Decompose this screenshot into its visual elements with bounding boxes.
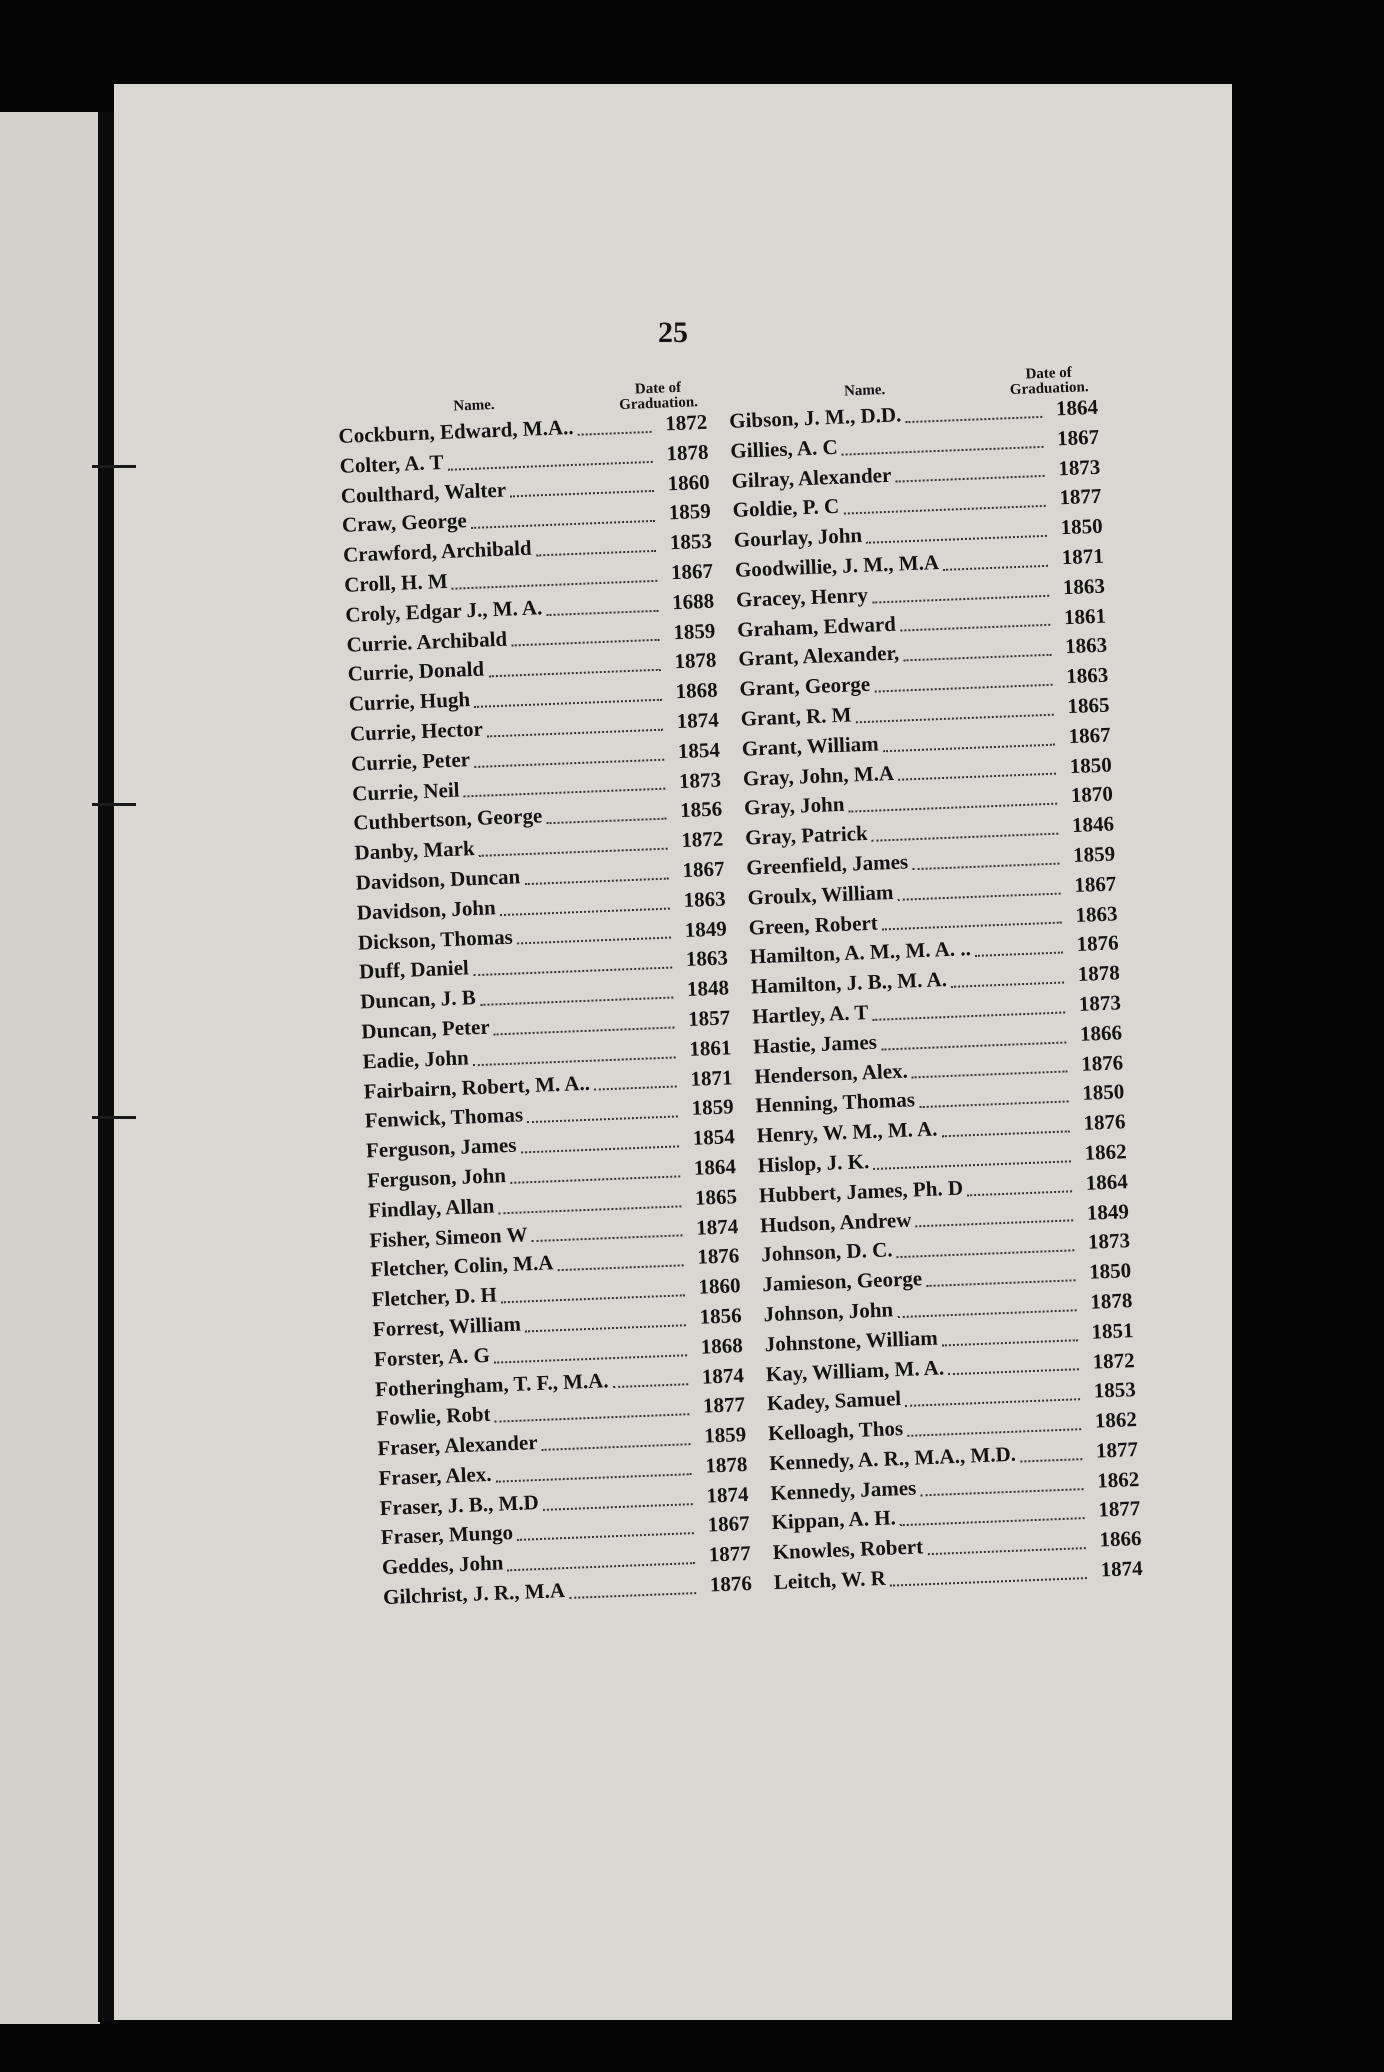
leader-dots xyxy=(897,1250,1075,1259)
leader-dots xyxy=(578,431,652,436)
graduate-name: Currie, Peter xyxy=(350,746,471,776)
leader-dots xyxy=(900,1517,1085,1526)
name-header: Name. xyxy=(453,396,495,415)
graduate-name: Colter, A. T xyxy=(339,449,444,478)
leader-dots xyxy=(510,1175,680,1184)
graduate-name: Davidson, John xyxy=(356,895,497,925)
graduate-name: Fotheringham, T. F., M.A. xyxy=(374,1367,609,1401)
graduate-name: Kennedy, James xyxy=(769,1475,917,1505)
graduate-name: Currie, Neil xyxy=(351,777,460,806)
graduate-name: Dickson, Thomas xyxy=(357,924,514,955)
leader-dots xyxy=(517,937,671,945)
graduate-name: Fletcher, Colin, M.A xyxy=(370,1250,554,1282)
graduation-year: 1851 xyxy=(1091,1317,1134,1344)
graduation-year: 1867 xyxy=(1056,424,1100,451)
leader-dots xyxy=(488,669,660,678)
leader-dots xyxy=(479,848,668,857)
leader-dots xyxy=(898,773,1056,781)
graduate-name: Jamieson, George xyxy=(761,1266,923,1297)
leader-dots xyxy=(873,1011,1066,1020)
graduate-name: Johnstone, William xyxy=(764,1325,939,1356)
leader-dots xyxy=(594,1086,677,1091)
graduation-year: 1846 xyxy=(1071,811,1115,838)
graduate-name: Gray, John xyxy=(743,792,845,821)
graduation-year: 1874 xyxy=(706,1481,749,1508)
left-column xyxy=(336,356,753,1615)
graduate-name: Graham, Edward xyxy=(736,611,897,642)
leader-dots xyxy=(943,565,1048,571)
graduation-year: 1848 xyxy=(686,975,730,1002)
graduation-year: 1876 xyxy=(1076,930,1120,957)
leader-dots xyxy=(471,520,655,529)
leader-dots xyxy=(474,758,664,767)
leader-dots xyxy=(882,922,1062,931)
graduate-name: Forster, A. G xyxy=(373,1342,491,1371)
facing-page-edge xyxy=(0,112,100,2024)
graduate-name: Currie, Hector xyxy=(349,716,484,746)
graduation-year: 1872 xyxy=(664,409,708,436)
binding-stitch xyxy=(88,791,140,817)
graduate-name: Fairbairn, Robert, M. A.. xyxy=(363,1070,591,1103)
graduate-name: Fisher, Simeon W xyxy=(368,1221,528,1252)
graduate-name: Ferguson, James xyxy=(365,1132,517,1163)
leader-dots xyxy=(896,475,1045,483)
leader-dots xyxy=(874,684,1052,693)
graduation-year: 1861 xyxy=(688,1035,732,1061)
graduation-year: 1861 xyxy=(1063,603,1107,629)
graduate-name: Greenfield, James xyxy=(745,849,909,880)
graduate-name: Gracey, Henry xyxy=(735,582,869,612)
leader-dots xyxy=(872,833,1058,842)
graduation-year: 1859 xyxy=(691,1094,735,1121)
leader-dots xyxy=(500,907,670,916)
graduation-year: 1849 xyxy=(684,915,728,942)
graduate-name: Henning, Thomas xyxy=(755,1087,916,1118)
leader-dots xyxy=(543,1503,693,1511)
graduation-year: 1874 xyxy=(676,707,720,734)
graduate-name: Kay, William, M. A. xyxy=(765,1354,945,1386)
graduation-year: 1878 xyxy=(1077,960,1121,987)
graduate-name: Hubbert, James, Ph. D xyxy=(758,1175,964,1208)
graduate-name: Findlay, Allan xyxy=(367,1193,495,1223)
leader-dots xyxy=(1020,1458,1082,1462)
graduate-name: Hartley, A. T xyxy=(751,999,869,1029)
graduation-year: 1863 xyxy=(1065,662,1109,689)
graduation-year: 1859 xyxy=(1072,841,1116,868)
graduate-name: Fraser, Mungo xyxy=(380,1520,514,1550)
right-entries xyxy=(729,395,1143,1600)
leader-dots xyxy=(517,1532,694,1541)
graduate-name: Croly, Edgar J., M. A. xyxy=(344,595,543,627)
graduation-year: 1877 xyxy=(1095,1436,1139,1463)
leader-dots xyxy=(524,877,668,885)
graduate-name: Coulthard, Walter xyxy=(340,477,507,508)
graduation-year: 1863 xyxy=(683,886,727,912)
leader-dots xyxy=(521,1145,679,1153)
graduate-name: Danby, Mark xyxy=(354,836,476,865)
graduates-register xyxy=(336,341,1143,1615)
graduation-year: 1868 xyxy=(700,1332,744,1359)
leader-dots xyxy=(926,1279,1075,1287)
graduation-year: 1864 xyxy=(1085,1168,1129,1195)
leader-dots xyxy=(511,639,659,647)
leader-dots xyxy=(898,892,1061,900)
right-column xyxy=(727,341,1144,1600)
graduation-year: 1856 xyxy=(679,796,723,823)
graduate-name: Ferguson, John xyxy=(366,1163,507,1193)
name-header: Name. xyxy=(843,381,886,400)
leader-dots xyxy=(508,1562,696,1571)
graduation-year: 1863 xyxy=(1062,573,1106,600)
leader-dots xyxy=(527,1116,678,1124)
graduate-name: Forrest, William xyxy=(372,1311,522,1342)
graduation-year: 1877 xyxy=(1097,1496,1141,1523)
graduation-year: 1873 xyxy=(1057,454,1101,480)
graduate-name: Hislop, J. K. xyxy=(757,1149,870,1178)
graduate-name: Grant, Alexander, xyxy=(737,640,900,672)
graduate-name: Geddes, John xyxy=(381,1550,504,1580)
graduation-year: 1876 xyxy=(1082,1109,1126,1135)
graduate-name: Grant, George xyxy=(739,671,871,701)
graduate-name: Johnson, John xyxy=(763,1297,894,1327)
leader-dots xyxy=(452,580,657,590)
graduation-year: 1860 xyxy=(667,469,711,495)
leader-dots xyxy=(569,1592,696,1599)
graduate-name: Craw, George xyxy=(341,508,468,538)
graduation-year: 1871 xyxy=(689,1064,733,1091)
graduation-year: 1688 xyxy=(671,588,715,615)
leader-dots xyxy=(856,714,1054,724)
leader-dots xyxy=(872,594,1049,603)
leader-dots xyxy=(494,1026,675,1035)
leader-dots xyxy=(897,1309,1076,1318)
graduate-name: Crawford, Archibald xyxy=(342,535,533,568)
graduation-year: 1872 xyxy=(1092,1347,1136,1374)
leader-dots xyxy=(942,1130,1070,1137)
leader-dots xyxy=(532,1235,683,1243)
graduation-year: 1850 xyxy=(1060,513,1104,540)
date-header: Date of Graduation. xyxy=(1009,364,1089,399)
graduate-name: Kelloagh, Thos xyxy=(767,1416,904,1446)
leader-dots xyxy=(547,609,659,615)
leader-dots xyxy=(510,490,654,498)
graduate-name: Green, Robert xyxy=(748,910,879,940)
graduate-name: Gray, John, M.A xyxy=(742,760,895,791)
graduate-name: Davidson, Duncan xyxy=(355,864,521,895)
graduation-year: 1850 xyxy=(1069,752,1113,778)
leader-dots xyxy=(474,699,662,708)
graduate-name: Gilchrist, J. R., M.A xyxy=(382,1578,566,1610)
graduation-year: 1867 xyxy=(1068,722,1112,748)
graduation-year: 1865 xyxy=(694,1183,738,1210)
leader-dots xyxy=(948,1369,1079,1376)
graduate-name: Kippan, A. H. xyxy=(771,1505,897,1535)
graduation-year: 1878 xyxy=(1089,1288,1133,1314)
graduation-year: 1874 xyxy=(1100,1556,1144,1582)
graduate-name: Fraser, Alex. xyxy=(378,1461,492,1491)
graduation-year: 1853 xyxy=(669,528,713,555)
graduation-year: 1863 xyxy=(685,945,729,972)
graduate-name: Gray, Patrick xyxy=(744,821,869,850)
graduation-year: 1867 xyxy=(670,558,714,585)
graduation-year: 1876 xyxy=(1080,1049,1124,1076)
graduate-name: Leitch, W. R xyxy=(773,1565,887,1595)
page-number: 25 xyxy=(658,316,688,349)
leader-dots xyxy=(496,1473,692,1483)
graduate-name: Gibson, J. M., D.D. xyxy=(728,402,902,433)
graduation-year: 1874 xyxy=(695,1213,739,1240)
graduation-year: 1854 xyxy=(677,737,721,763)
binding-gutter xyxy=(98,112,114,2022)
document-page xyxy=(114,84,1232,2020)
leader-dots xyxy=(912,862,1059,870)
graduate-name: Kadey, Samuel xyxy=(766,1386,902,1416)
graduation-year: 1854 xyxy=(692,1124,736,1150)
leader-dots xyxy=(881,1041,1066,1050)
graduation-year: 1873 xyxy=(1087,1228,1131,1255)
graduation-year: 1850 xyxy=(1081,1079,1125,1106)
graduation-year: 1870 xyxy=(1070,781,1114,808)
graduation-year: 1864 xyxy=(693,1154,737,1180)
leader-dots xyxy=(866,535,1047,544)
graduate-name: Goldie, P. C xyxy=(732,494,840,523)
graduation-year: 1878 xyxy=(673,647,717,674)
leader-dots xyxy=(495,1413,690,1422)
graduation-year: 1864 xyxy=(1055,394,1099,421)
graduate-name: Fraser, J. B., M.D xyxy=(379,1489,540,1520)
leader-dots xyxy=(448,461,653,471)
leader-dots xyxy=(873,1160,1070,1170)
leader-dots xyxy=(499,1205,682,1214)
graduate-name: Hamilton, A. M., M. A. .. xyxy=(749,936,972,969)
leader-dots xyxy=(905,416,1042,423)
leader-dots xyxy=(849,803,1058,813)
leader-dots xyxy=(920,1488,1083,1496)
graduation-year: 1850 xyxy=(1088,1258,1132,1284)
leader-dots xyxy=(536,550,656,557)
graduation-year: 1862 xyxy=(1084,1139,1128,1165)
leader-dots xyxy=(975,952,1063,957)
graduation-year: 1877 xyxy=(1058,484,1102,510)
leader-dots xyxy=(916,1220,1074,1228)
graduation-year: 1853 xyxy=(1093,1377,1137,1403)
graduation-year: 1863 xyxy=(1064,632,1108,659)
graduation-year: 1877 xyxy=(708,1541,752,1567)
graduate-name: Gilray, Alexander xyxy=(731,462,892,493)
leader-dots xyxy=(919,1101,1068,1109)
graduate-name: Fraser, Alexander xyxy=(376,1430,538,1461)
graduate-name: Grant, William xyxy=(741,731,880,761)
graduate-name: Gourlay, John xyxy=(733,523,863,553)
graduation-year: 1873 xyxy=(1078,990,1122,1016)
graduation-year: 1871 xyxy=(1061,543,1105,570)
graduate-name: Gillies, A. C xyxy=(729,434,839,463)
leader-dots xyxy=(501,1294,685,1303)
graduation-year: 1859 xyxy=(672,618,716,644)
leader-dots xyxy=(480,997,673,1006)
leader-dots xyxy=(927,1547,1085,1555)
graduation-year: 1857 xyxy=(687,1005,731,1031)
graduation-year: 1873 xyxy=(678,767,722,793)
graduation-year: 1860 xyxy=(698,1273,741,1299)
graduation-year: 1874 xyxy=(701,1362,745,1389)
graduation-year: 1849 xyxy=(1086,1198,1130,1225)
leader-dots xyxy=(525,1324,686,1332)
graduation-year: 1878 xyxy=(665,439,709,466)
graduate-name: Duff, Daniel xyxy=(358,955,470,984)
graduate-name: Hastie, James xyxy=(752,1029,878,1059)
graduate-name: Eadie, John xyxy=(362,1045,470,1074)
graduate-name: Hamilton, J. B., M. A. xyxy=(750,967,948,999)
graduation-year: 1865 xyxy=(1066,692,1110,719)
graduation-year: 1876 xyxy=(696,1243,740,1270)
leader-dots xyxy=(613,1384,688,1389)
graduate-name: Kennedy, A. R., M.A., M.D. xyxy=(768,1441,1017,1476)
graduate-name: Hudson, Andrew xyxy=(759,1207,912,1237)
graduation-year: 1868 xyxy=(675,677,719,704)
graduate-name: Henderson, Alex. xyxy=(753,1058,909,1088)
leader-dots xyxy=(558,1265,684,1272)
graduate-name: Fletcher, D. H xyxy=(371,1282,498,1312)
leader-dots xyxy=(842,446,1044,456)
graduate-name: Groulx, William xyxy=(747,879,894,910)
leader-dots xyxy=(903,654,1051,662)
leader-dots xyxy=(473,1056,676,1066)
leader-dots xyxy=(907,1428,1081,1437)
left-entries xyxy=(338,410,752,1615)
leader-dots xyxy=(542,1443,691,1451)
graduation-year: 1862 xyxy=(1094,1407,1138,1433)
leader-dots xyxy=(473,967,672,977)
graduation-year: 1862 xyxy=(1096,1466,1140,1493)
leader-dots xyxy=(843,505,1045,515)
graduate-name: Fowlie, Robt xyxy=(375,1402,491,1431)
graduation-year: 1859 xyxy=(703,1422,747,1448)
leader-dots xyxy=(942,1339,1078,1346)
graduate-name: Currie. Archibald xyxy=(346,626,508,657)
graduate-name: Cockburn, Edward, M.A.. xyxy=(338,414,574,448)
graduate-name: Currie, Donald xyxy=(347,656,485,687)
graduation-year: 1856 xyxy=(699,1303,743,1329)
graduation-year: 1867 xyxy=(1073,871,1117,897)
graduate-name: Cuthbertson, George xyxy=(352,803,543,836)
leader-dots xyxy=(890,1577,1087,1587)
graduation-year: 1867 xyxy=(707,1511,751,1538)
graduation-year: 1872 xyxy=(680,826,724,853)
leader-dots xyxy=(900,624,1050,632)
leader-dots xyxy=(464,788,666,798)
graduate-name: Knowles, Robert xyxy=(772,1534,924,1565)
leader-dots xyxy=(905,1398,1080,1407)
leader-dots xyxy=(967,1190,1072,1196)
graduate-name: Grant, R. M xyxy=(740,702,852,731)
graduation-year: 1859 xyxy=(668,499,712,525)
date-header: Date of Graduation. xyxy=(618,379,699,414)
graduate-name: Goodwillie, J. M., M.A xyxy=(734,549,940,582)
leader-dots xyxy=(494,1354,687,1363)
graduate-name: Fenwick, Thomas xyxy=(364,1102,524,1133)
leader-dots xyxy=(487,729,663,738)
graduation-year: 1863 xyxy=(1074,900,1118,927)
graduate-name: Henry, W. M., M. A. xyxy=(756,1116,938,1148)
leader-dots xyxy=(951,982,1064,988)
graduation-year: 1866 xyxy=(1099,1526,1142,1552)
graduate-name: Duncan, J. B xyxy=(359,985,477,1014)
graduate-name: Croll, H. M xyxy=(343,568,449,597)
graduate-name: Johnson, D. C. xyxy=(760,1237,893,1267)
graduation-year: 1876 xyxy=(709,1571,753,1597)
graduation-year: 1877 xyxy=(702,1392,746,1418)
graduate-name: Currie, Hugh xyxy=(348,687,471,716)
binding-stitch xyxy=(88,453,140,479)
graduate-name: Duncan, Peter xyxy=(360,1014,491,1044)
graduation-year: 1878 xyxy=(704,1451,748,1478)
graduation-year: 1866 xyxy=(1079,1020,1123,1046)
graduation-year: 1867 xyxy=(681,856,725,883)
leader-dots xyxy=(912,1071,1068,1079)
leader-dots xyxy=(883,743,1055,752)
leader-dots xyxy=(547,818,667,825)
binding-stitch xyxy=(88,1104,140,1130)
